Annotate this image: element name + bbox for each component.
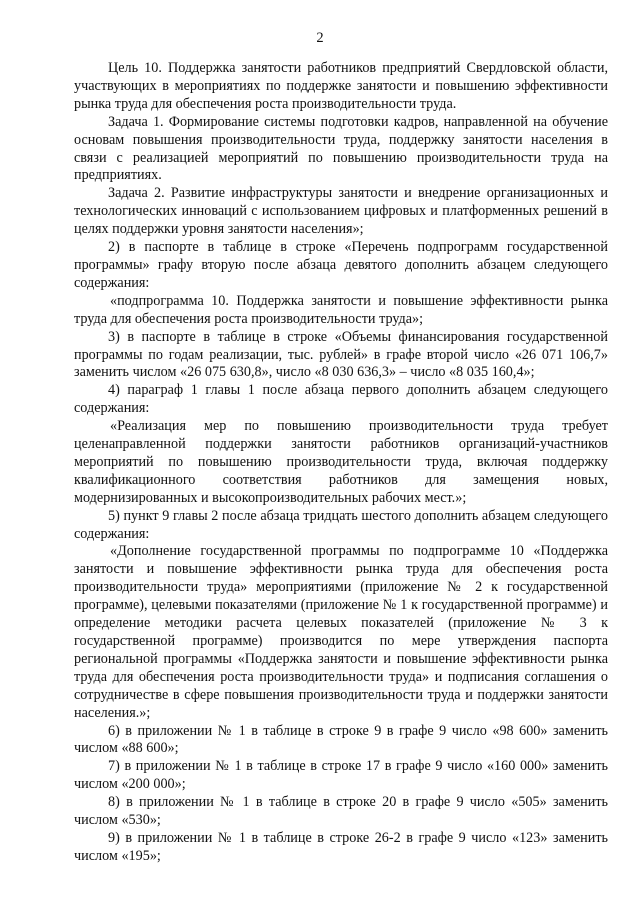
paragraph-item-3: 3) в паспорте в таблице в строке «Объемы финансирования государственной программы по годам реализации, тыс. рублей» в графе второй число «26 071 106,7» заменить числом «26 075 630,8», число «8 030 636,3» – число «8 035 160,4»;: [74, 328, 608, 381]
paragraph-item-2: 2) в паспорте в таблице в строке «Перечень подпрограмм государственной программы» графу вторую после абзаца девятого дополнить абзацем следующего содержания:: [74, 239, 608, 291]
paragraph-task-2: Задача 2. Развитие инфраструктуры занятости и внедрение организационных и технологических инноваций с использованием цифровых и платформенных решений в целях поддержки уровня занятости населения»;: [74, 185, 608, 238]
paragraph-item-4: 4) параграф 1 главы 1 после абзаца первого дополнить абзацем следующего содержания:: [74, 382, 608, 417]
paragraph-item-6: 6) в приложении № 1 в таблице в строке 9 в графе 9 число «98 600» заменить числом «88 600»;: [74, 722, 608, 757]
paragraph-quote-productivity: «Реализация мер по повышению производительности труда требует целенаправленной поддержки занятости работников организаций-участников мероприятий по повышению производительности труда, включая поддержку квалификационного соответствия работников для замещения новых, модернизированных и высокопроизводительных рабочих мест.»;: [74, 418, 608, 506]
paragraph-subprogram-10: «подпрограмма 10. Поддержка занятости и повышение эффективности рынка труда для обеспечения роста производительности труда»;: [74, 292, 608, 327]
page-number: 2: [316, 30, 324, 46]
paragraph-item-9: 9) в приложении № 1 в таблице в строке 26-2 в графе 9 число «123» заменить числом «195»;: [74, 829, 608, 864]
paragraph-item-8: 8) в приложении № 1 в таблице в строке 20 в графе 9 число «505» заменить числом «530»;: [74, 794, 608, 829]
paragraph-item-7: 7) в приложении № 1 в таблице в строке 17 в графе 9 число «160 000» заменить числом «200 000»;: [74, 758, 608, 793]
paragraph-goal-10: Цель 10. Поддержка занятости работников предприятий Свердловской области, участвующих в мероприятиях по поддержке занятости и повышению эффективности рынка труда для обеспечения роста производительности труда.: [74, 60, 608, 112]
paragraph-quote-supplement: «Дополнение государственной программы по подпрограмме 10 «Поддержка занятости и повышение эффективности рынка труда для обеспечения роста производительности труда» мероприятиями (приложение № 2 к государственной программе), целевыми показателями (приложение № 1 к государственной программе) и определение методики расчета целевых показателей (приложение № 3 к государственной программе) производится по мере утверждения паспорта региональной программы «Поддержка занятости и повышение эффективности рынка труда для обеспечения роста производительности труда» и подписания соглашения о сотрудничестве в сфере повышения производительности труда и поддержки занятости населения.»;: [74, 543, 608, 721]
paragraph-item-5: 5) пункт 9 главы 2 после абзаца тридцать шестого дополнить абзацем следующего содержания:: [74, 507, 608, 542]
document-body: [74, 60, 608, 866]
paragraph-task-1: Задача 1. Формирование системы подготовки кадров, направленной на обучение основам повышения производительности труда, поддержку занятости населения в связи с реализацией мероприятий по повышению производительности труда на предприятиях.: [74, 113, 608, 184]
